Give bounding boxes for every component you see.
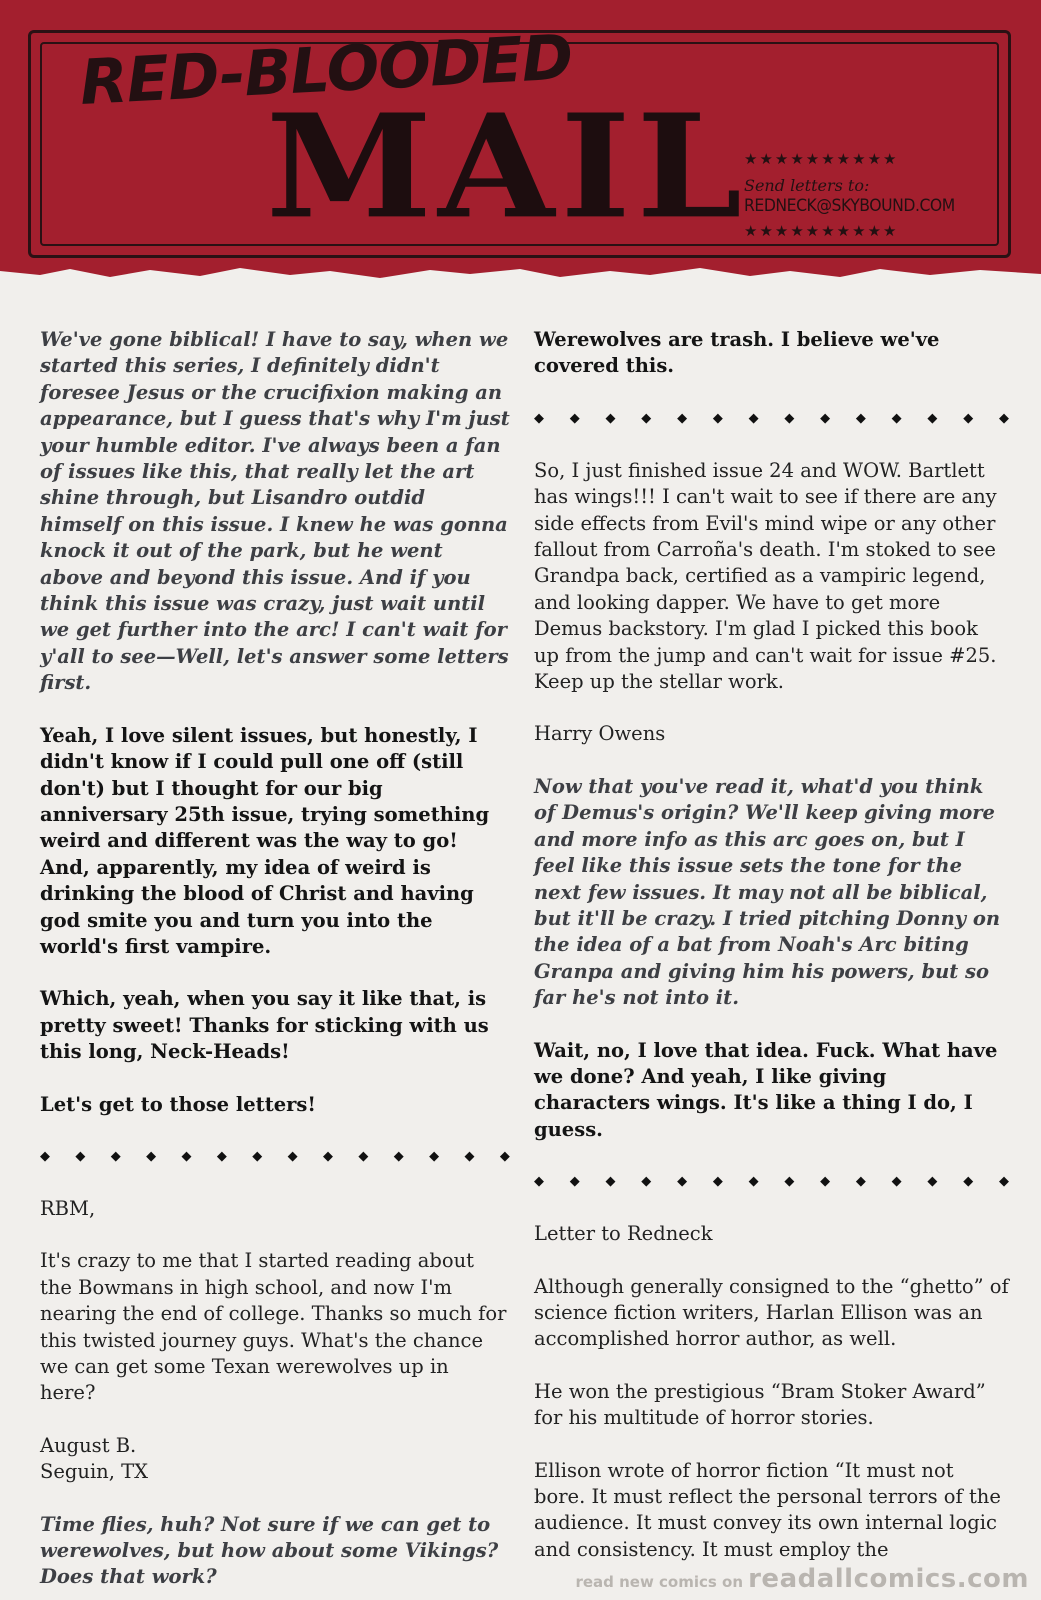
diamond-icon: ◆	[605, 1173, 616, 1189]
diamond-icon: ◆	[963, 410, 974, 426]
diamond-icon: ◆	[677, 410, 688, 426]
diamond-icon: ◆	[323, 1148, 333, 1164]
letter-2-editor-response: Now that you've read it, what'd you think of Demus's origin? We'll keep giving more and more info as this arc goes on, but I feel like this issue sets the tone for the next few issues. It may not all be biblical, but it'll be crazy. I tried pitching Donny on the idea of a bat from Noah's Arc biting Granpa and giving him his powers, but so far he's not into it.	[534, 774, 1001, 1010]
diamond-icon: ◆	[641, 410, 652, 426]
diamond-icon: ◆	[855, 410, 866, 426]
diamond-icon: ◆	[927, 410, 938, 426]
section-divider	[534, 406, 1009, 432]
diamond-icon: ◆	[963, 1173, 974, 1189]
right-column	[534, 327, 1009, 1563]
send-letters-label: Send letters to:	[744, 176, 870, 195]
diamond-icon: ◆	[784, 1173, 795, 1189]
section-divider	[534, 1169, 1009, 1195]
diamond-icon: ◆	[429, 1148, 440, 1164]
diamond-icon: ◆	[75, 1148, 86, 1164]
diamond-icon: ◆	[464, 1148, 475, 1164]
creator-reply-intro-1: Yeah, I love silent issues, but honestly, I didn't know if I could pull one off (still don't) but I thought for our big anniversary 25th issue, trying something weird and different was the way to go! And, apparently, my idea of weird is drinking the blood of Christ and having god smite you and turn you into the world's first vampire.	[40, 723, 490, 958]
diamond-icon: ◆	[891, 410, 902, 426]
diamond-icon: ◆	[748, 410, 759, 426]
diamond-icon: ◆	[998, 1173, 1009, 1189]
letter-3-paragraph-1: Although generally consigned to the “ghetto” of science fiction writers, Harlan Ellison was an accomplished horror author, as well.	[534, 1274, 1009, 1351]
letter-1-body: It's crazy to me that I started reading about the Bowmans in high school, and now I'm nearing the end of college. Thanks so much for this twisted journey guys. What's the chance we can get some Texan werewolves up in here?	[40, 1249, 507, 1405]
diamond-icon: ◆	[569, 1173, 580, 1189]
letter-1-creator-reply: Werewolves are trash. I believe we've covered this.	[534, 328, 940, 378]
letter-1-salutation: RBM,	[40, 1196, 96, 1220]
torn-edge-decoration	[0, 261, 1041, 285]
site-watermark	[575, 1564, 1029, 1594]
diamond-icon: ◆	[358, 1148, 369, 1164]
diamond-icon: ◆	[748, 1173, 759, 1189]
letters-header-banner	[0, 0, 1041, 285]
letter-1-location: Seguin, TX	[40, 1460, 149, 1484]
diamond-icon: ◆	[712, 410, 723, 426]
editor-intro: We've gone biblical! I have to say, when we started this series, I definitely didn't foresee Jesus or the crucifixion making an appearance, but I guess that's why I'm just your humble editor. I've always been a fan of issues like this, that really let the art shine through, but Lisandro outdid himself on this issue. I knew he was gonna knock it out of the park, but he went above and beyond this issue. And if you think this issue was crazy, just wait until we get further into the arc! I can't wait for y'all to see—Well, let's answer some letters first.	[40, 328, 510, 695]
diamond-icon: ◆	[820, 410, 831, 426]
header-title-red-blooded: RED-BLOODED	[78, 20, 574, 119]
diamond-icon: ◆	[40, 1148, 50, 1164]
diamond-icon: ◆	[534, 410, 544, 426]
letter-1-name: August B.	[40, 1433, 137, 1457]
diamond-icon: ◆	[499, 1148, 510, 1164]
letter-2-body: So, I just finished issue 24 and WOW. Bartlett has wings!!! I can't wait to see if there are any side effects from Evil's mind wipe or any other fallout from Carroña's death. I'm stoked to see Grandpa back, certified as a vampiric legend, and looking dapper. We have to get more Demus backstory. I'm glad I picked this book up from the jump and can't wait for issue #25. Keep up the stellar work.	[534, 458, 997, 694]
watermark-prefix: read new comics on	[575, 1573, 744, 1591]
creator-reply-intro-3: Let's get to those letters!	[40, 1092, 316, 1116]
diamond-icon: ◆	[784, 410, 795, 426]
letter-3-paragraph-3: Ellison wrote of horror fiction “It must not bore. It must reflect the personal terrors of the audience. It must convey its own internal logic and consistency. It must employ the	[534, 1458, 1001, 1561]
send-letters-email: REDNECK@SKYBOUND.COM	[744, 196, 955, 216]
diamond-icon: ◆	[927, 1173, 938, 1189]
diamond-icon: ◆	[569, 410, 580, 426]
diamond-icon: ◆	[998, 410, 1009, 426]
letter-2-name: Harry Owens	[534, 722, 666, 746]
diamond-icon: ◆	[820, 1173, 831, 1189]
creator-reply-intro-2: Which, yeah, when you say it like that, is pretty sweet! Thanks for sticking with us this long, Neck-Heads!	[40, 987, 489, 1064]
letter-3-salutation: Letter to Redneck	[534, 1222, 713, 1246]
diamond-icon: ◆	[181, 1148, 192, 1164]
diamond-icon: ◆	[855, 1173, 866, 1189]
diamond-icon: ◆	[891, 1173, 902, 1189]
diamond-icon: ◆	[393, 1148, 404, 1164]
left-column	[40, 327, 510, 1600]
diamond-icon: ◆	[677, 1173, 688, 1189]
diamond-icon: ◆	[534, 1173, 544, 1189]
stars-row-bottom: ★★★★★★★★★★	[744, 222, 899, 240]
diamond-icon: ◆	[287, 1148, 298, 1164]
diamond-icon: ◆	[641, 1173, 652, 1189]
diamond-icon: ◆	[146, 1148, 157, 1164]
diamond-icon: ◆	[252, 1148, 263, 1164]
section-divider	[40, 1144, 510, 1170]
stars-row-top: ★★★★★★★★★★	[744, 150, 899, 168]
diamond-icon: ◆	[605, 410, 616, 426]
diamond-icon: ◆	[216, 1148, 227, 1164]
watermark-site: readallcomics.com	[748, 1564, 1029, 1594]
diamond-icon: ◆	[110, 1148, 121, 1164]
diamond-icon: ◆	[712, 1173, 723, 1189]
letter-2-creator-reply: Wait, no, I love that idea. Fuck. What have we done? And yeah, I like giving characters wings. It's like a thing I do, I guess.	[534, 1038, 998, 1141]
letter-3-paragraph-2: He won the prestigious “Bram Stoker Award” for his multitude of horror stories.	[534, 1379, 986, 1430]
letter-1-editor-response: Time flies, huh? Not sure if we can get to werewolves, but how about some Vikings? Does that work?	[40, 1512, 499, 1589]
header-title-mail: MAIL	[266, 83, 749, 251]
